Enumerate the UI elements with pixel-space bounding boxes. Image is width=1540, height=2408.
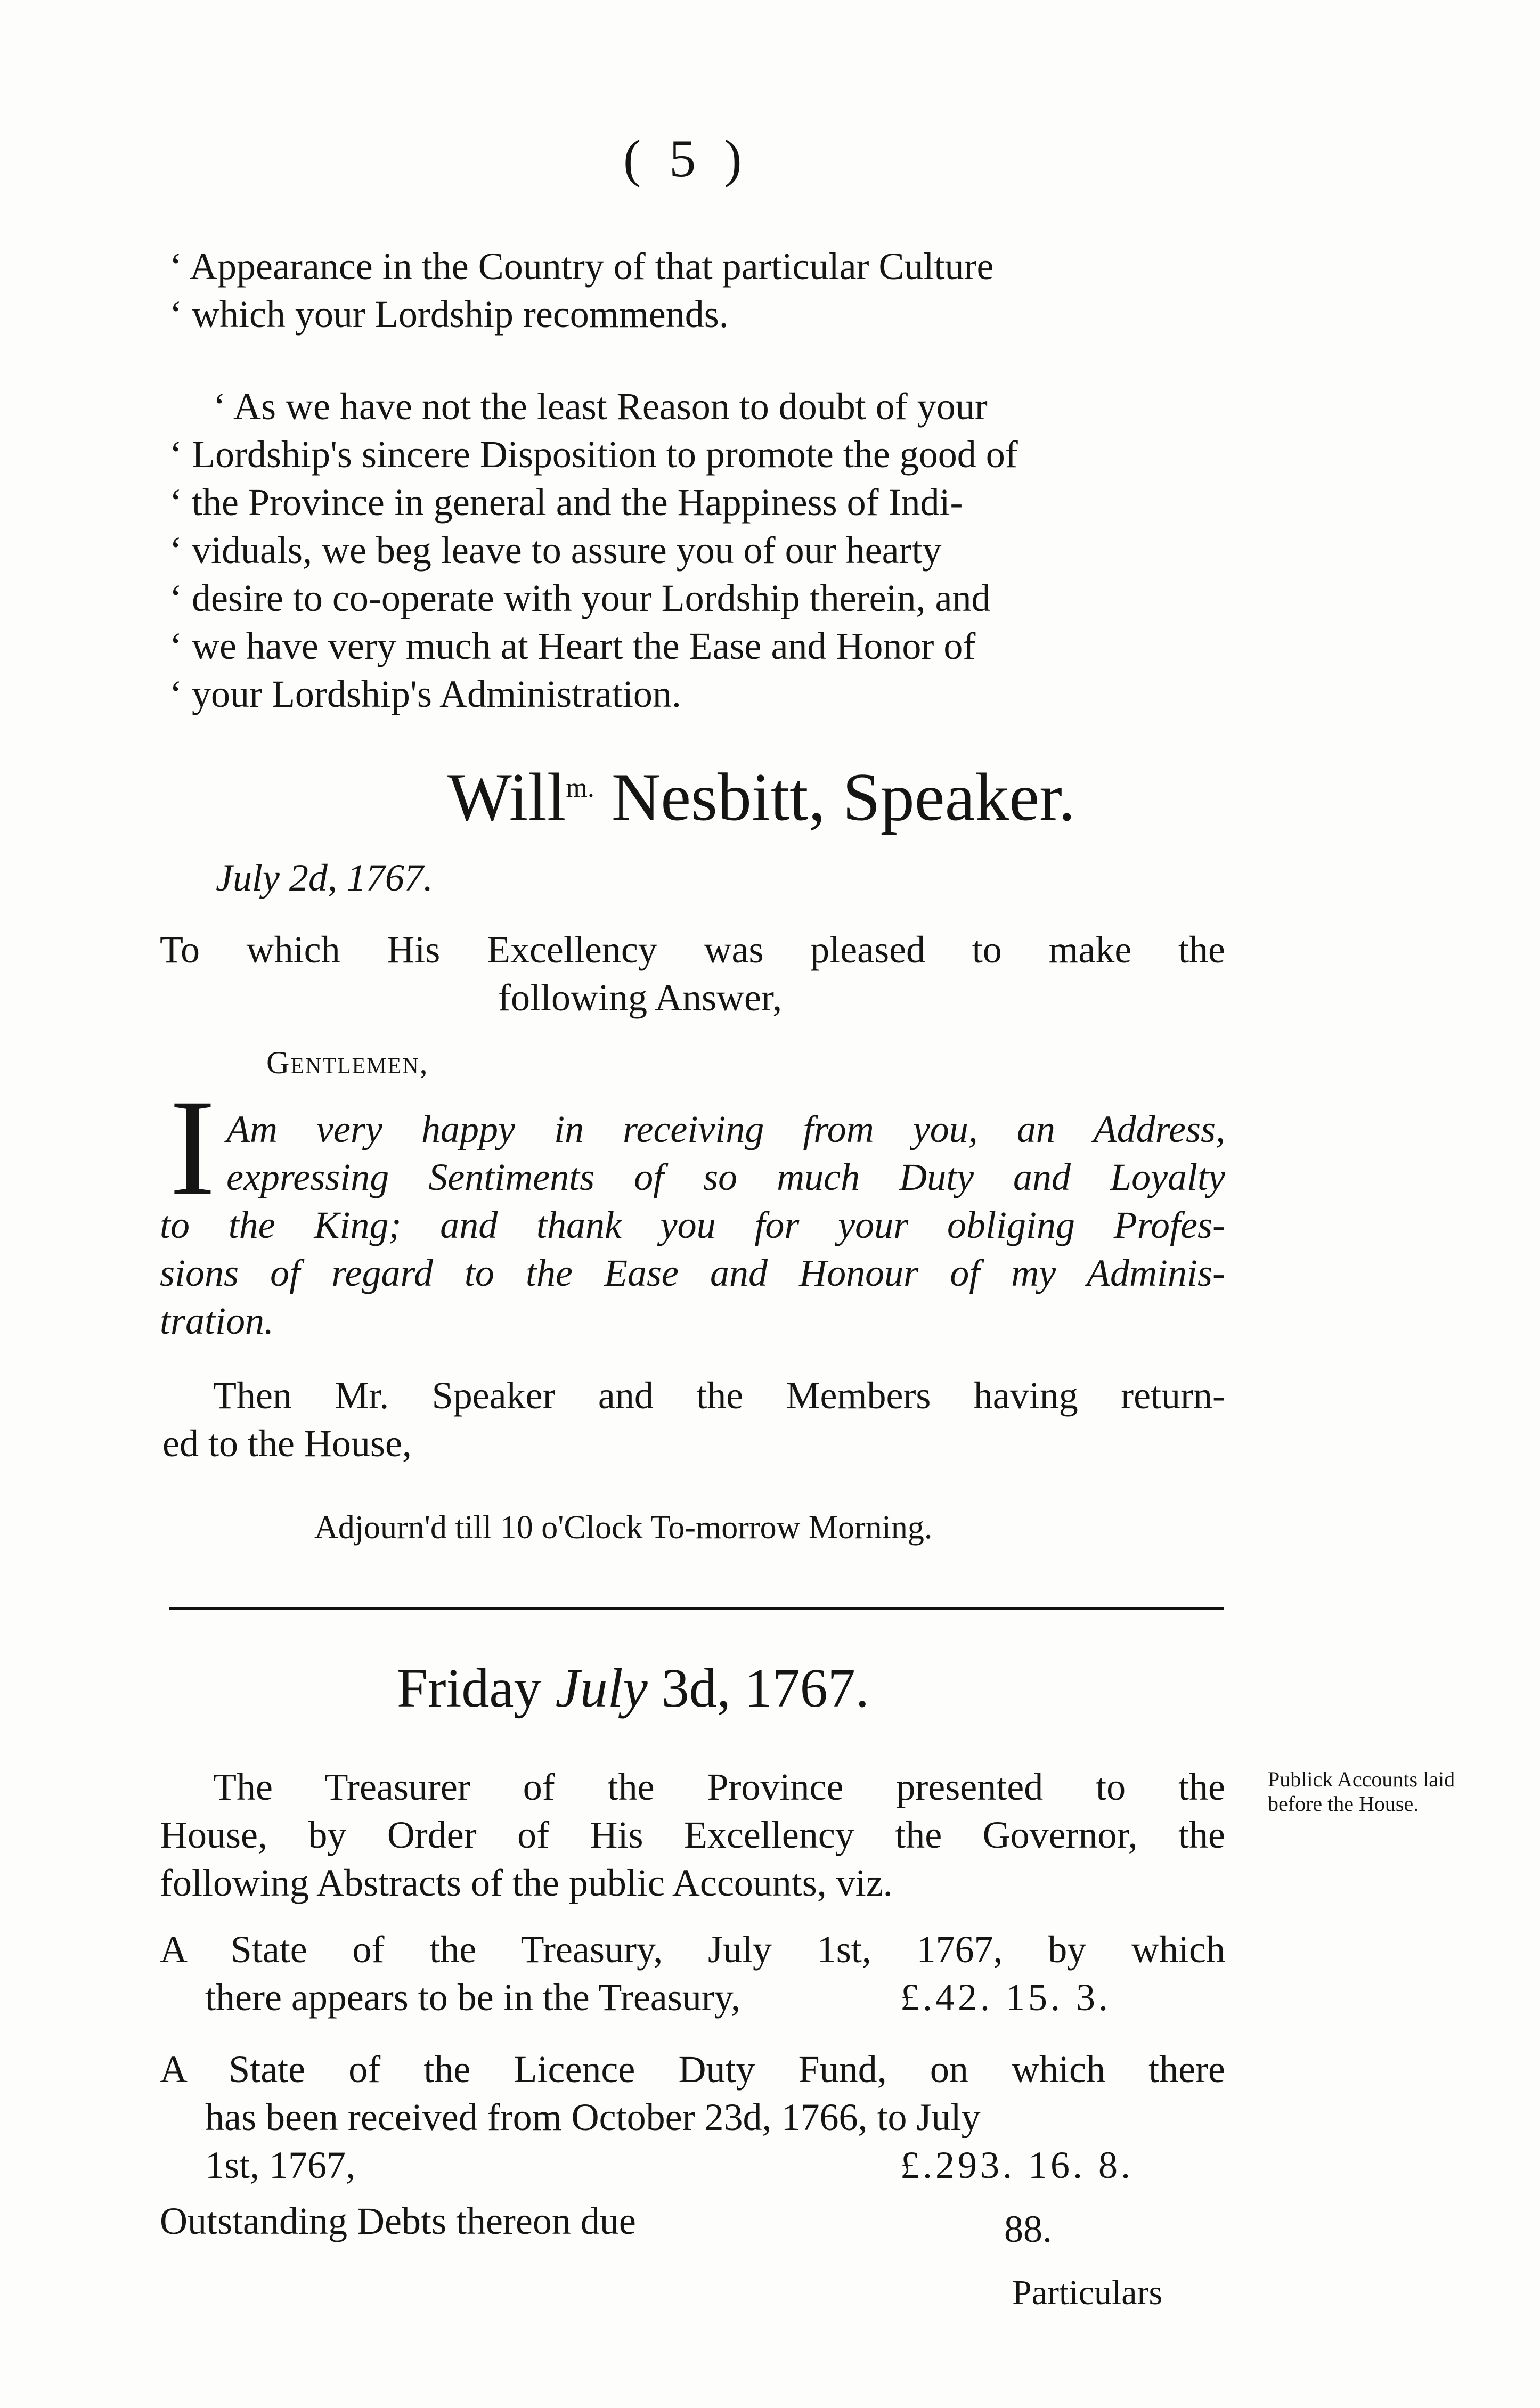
signature-date: July 2d, 1767. bbox=[216, 856, 433, 899]
page-number: ( 5 ) bbox=[623, 129, 749, 188]
reply-line: sions of regard to the Ease and Honour of my Adminis- bbox=[160, 1252, 1225, 1294]
adjournment-note: Adjourn'd till 10 o'Clock To-morrow Morning. bbox=[314, 1509, 933, 1546]
treasury-state-text: there appears to be in the Treasury, bbox=[205, 1976, 741, 2019]
treasury-state-line: A State of the Treasury, July 1st, 1767, by which bbox=[160, 1928, 1225, 1971]
catchword: Particulars bbox=[1012, 2273, 1163, 2312]
day-heading-day: Friday bbox=[397, 1658, 556, 1719]
licence-amount: £.293. 16. 8. bbox=[900, 2144, 1134, 2186]
reply-line: to the King; and thank you for your obliging Profes- bbox=[160, 1204, 1225, 1246]
signature-name-prefix: Will bbox=[447, 759, 566, 835]
outstanding-debts-amount: 88. bbox=[1004, 2208, 1052, 2250]
treasurer-line: following Abstracts of the public Accounts, viz. bbox=[160, 1862, 893, 1904]
section-divider bbox=[169, 1607, 1224, 1610]
reply-line: expressing Sentiments of so much Duty and Loyalty bbox=[226, 1156, 1225, 1198]
day-heading-rest: 3d, 1767. bbox=[647, 1658, 869, 1719]
licence-state-line: has been received from October 23d, 1766, to July bbox=[205, 2096, 981, 2138]
address-line: ‘ Lordship's sincere Disposition to promote the good of bbox=[169, 433, 1018, 476]
licence-state-line: A State of the Licence Duty Fund, on which there bbox=[160, 2048, 1225, 2091]
address-line: ‘ which your Lordship recommends. bbox=[169, 293, 729, 336]
treasurer-line: House, by Order of His Excellency the Governor, the bbox=[160, 1814, 1225, 1856]
treasurer-line: The Treasurer of the Province presented to the bbox=[213, 1766, 1225, 1808]
answer-intro-line: To which His Excellency was pleased to make the bbox=[160, 928, 1225, 971]
day-heading-month: July bbox=[555, 1658, 648, 1719]
treasury-amount: £.42. 15. 3. bbox=[900, 1976, 1111, 2019]
outstanding-debts-text: Outstanding Debts thereon due bbox=[160, 2200, 636, 2242]
speaker-signature bbox=[447, 748, 1075, 837]
licence-state-text: 1st, 1767, bbox=[205, 2144, 356, 2186]
address-line: ‘ your Lordship's Administration. bbox=[169, 673, 681, 715]
day-heading bbox=[397, 1654, 869, 1723]
return-line: ed to the House, bbox=[162, 1422, 412, 1465]
address-line: ‘ the Province in general and the Happiness of Indi- bbox=[169, 481, 963, 524]
return-line: Then Mr. Speaker and the Members having return- bbox=[213, 1374, 1225, 1417]
address-line: ‘ As we have not the least Reason to doubt of your bbox=[213, 385, 988, 428]
reply-line: Am very happy in receiving from you, an Address, bbox=[226, 1108, 1225, 1150]
signature-superscript: m. bbox=[566, 773, 594, 803]
address-line: ‘ viduals, we beg leave to assure you of our hearty bbox=[169, 529, 942, 572]
address-line: ‘ desire to co-operate with your Lordship therein, and bbox=[169, 577, 991, 619]
signature-name-rest: Nesbitt, Speaker. bbox=[594, 759, 1075, 835]
margin-note: Publick Accounts laid before the House. bbox=[1268, 1767, 1455, 1816]
answer-intro-line: following Answer, bbox=[498, 976, 783, 1019]
address-line: ‘ Appearance in the Country of that particular Culture bbox=[169, 245, 994, 288]
drop-cap: I bbox=[169, 1071, 216, 1225]
reply-line: tration. bbox=[160, 1300, 274, 1342]
address-line: ‘ we have very much at Heart the Ease and Honor of bbox=[169, 625, 976, 667]
salutation: Gentlemen, bbox=[266, 1045, 429, 1080]
